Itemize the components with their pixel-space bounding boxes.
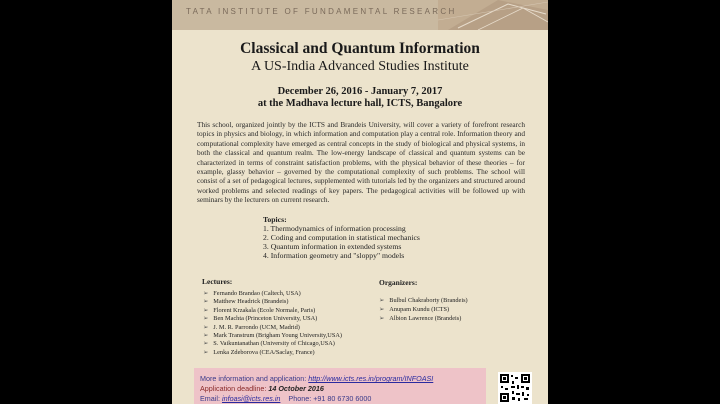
topics-heading: Topics: xyxy=(263,215,287,224)
topics-section xyxy=(263,215,420,260)
arrow-bullet-icon: ➢ xyxy=(379,297,385,304)
header-banner xyxy=(172,0,548,30)
lecturer-item: ➢ Fernando Brandao (Caltech, USA) xyxy=(203,290,301,297)
organizers-heading: Organizers: xyxy=(379,278,418,287)
lecturer-item: ➢ Matthew Headrick (Brandeis) xyxy=(203,298,289,306)
arrow-bullet-icon: ➢ xyxy=(379,306,385,313)
arrow-bullet-icon: ➢ xyxy=(203,290,209,297)
lecturer-item: ➢ Florent Krzakala (Ecole Normale, Paris) xyxy=(203,306,316,314)
contact-footer xyxy=(194,368,486,404)
deadline-line: Application deadline: 14 October 2016 xyxy=(200,384,324,393)
organizer-item: ➢ Bulbul Chakraborty (Brandeis) xyxy=(379,297,468,304)
topic-item: 2. Coding and computation in statistical mechanics xyxy=(263,233,420,242)
lecturer-item: ➢ Mark Transtrum (Brigham Young University,USA) xyxy=(203,332,342,340)
event-venue: at the Madhava lecture hall, ICTS, Bangalore xyxy=(257,98,463,109)
event-dates: December 26, 2016 - January 7, 2017 xyxy=(277,86,443,97)
arrow-bullet-icon: ➢ xyxy=(203,315,209,323)
abstract-paragraph: This school, organized jointly by the ICTS and Brandeis University, will cover a variety of forefront research topics in physics and biology, in which information and computation play a central role. Information theory and computational complexity have emerged as central concepts in the study of biological and physical systems, in both the classical and quantum realm. The low-energy landscape of classical and quantum systems can be characterized in terms of constraint satisfaction problems, with the physical behavior of these theories – for example, glassy behavior – governed by the computational complexity of such problems. The school will consist of a set of pedagogical lectures, supplemented with tutorials led by the organizers and structured around worked problems and selected readings of key papers. The pedagogical activities will be followed up with seminars by the lecturers on current research. xyxy=(197,120,525,205)
organizers-list xyxy=(379,296,468,323)
arrow-bullet-icon: ➢ xyxy=(203,340,209,348)
arrow-bullet-icon: ➢ xyxy=(203,323,209,331)
arrow-bullet-icon: ➢ xyxy=(203,306,209,314)
lectures-heading: Lectures: xyxy=(202,277,233,286)
poster-subtitle: A US-India Advanced Studies Institute xyxy=(251,59,469,74)
deadline-date: 14 October 2016 xyxy=(268,384,324,393)
qr-code-icon xyxy=(498,372,532,404)
phone-number: Phone: +91 80 6730 6000 xyxy=(288,394,372,403)
arrow-bullet-icon: ➢ xyxy=(203,348,209,356)
poster-title: Classical and Quantum Information xyxy=(240,40,480,57)
program-link[interactable]: http://www.icts.res.in/program/INFOASI xyxy=(308,374,434,383)
more-info-line: More information and application: http://www.icts.res.in/program/INFOASI xyxy=(200,374,434,383)
arrow-bullet-icon: ➢ xyxy=(203,298,209,306)
topic-item: 4. Information geometry and "sloppy" models xyxy=(263,251,405,260)
topics-list xyxy=(263,224,420,260)
organizer-item: ➢ Anupam Kundu (ICTS) xyxy=(379,306,450,313)
email-link[interactable]: infoasi@icts.res.in xyxy=(221,394,281,403)
topic-item: 1. Thermodynamics of information processing xyxy=(263,224,406,233)
lecturer-item: ➢ S. Vaikuntanathan (University of Chicago,USA) xyxy=(203,340,335,348)
arrow-bullet-icon: ➢ xyxy=(379,315,385,322)
lectures-list xyxy=(203,290,342,357)
poster xyxy=(172,0,548,404)
lecturer-item: ➢ Lenka Zdeborova (CEA/Saclay, France) xyxy=(203,348,315,356)
topic-item: 3. Quantum information in extended systems xyxy=(263,242,402,251)
contact-line: Email: infoasi@icts.res.in Phone: +91 80 6730 6000 xyxy=(200,394,372,403)
institute-name: TATA INSTITUTE OF FUNDAMENTAL RESEARCH xyxy=(186,7,457,16)
lecturer-item: ➢ Ben Machta (Princeton University, USA) xyxy=(203,315,318,323)
arrow-bullet-icon: ➢ xyxy=(203,332,209,340)
organizer-item: ➢ Albion Lawrence (Brandeis) xyxy=(379,315,462,322)
lecturer-item: ➢ J. M. R. Parrondo (UCM, Madrid) xyxy=(203,323,300,331)
